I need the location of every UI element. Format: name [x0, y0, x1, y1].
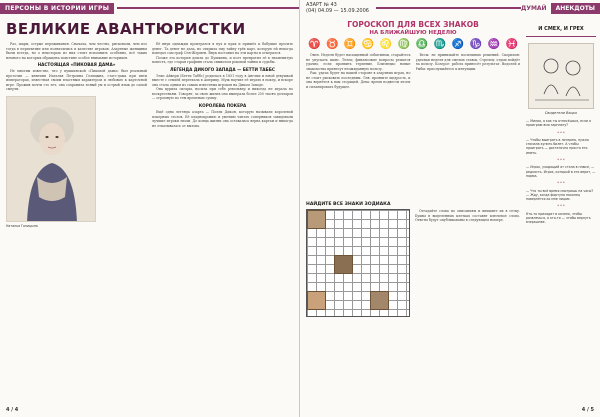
issue-date: (04) 04.09 — 15.09.2006: [306, 8, 369, 14]
article-text-5: Она курила сигары, носила при себе револьвер и никогда не играла по воскресеньям. Говорят, за свою жизнь она выиграла более 250 тысяч долларов — огромную по тем временам сумму.: [152, 87, 293, 101]
zodiac-leo-icon: ♌: [379, 39, 393, 50]
zodiac-taurus-icon: ♉: [325, 39, 339, 50]
right-page-number: 4 / 5: [581, 407, 594, 413]
scanword-photo: [307, 291, 326, 310]
joke-separator: * * *: [557, 130, 565, 135]
scanword-photo: [370, 291, 389, 310]
left-header: [0, 0, 299, 16]
scanword-block: [306, 209, 520, 317]
cartoon-caption: Свидетели Вацко: [544, 111, 578, 115]
zodiac-libra-icon: ♎: [415, 39, 429, 50]
joke-item: Кто-то приходит в казино, чтобы развлечься, а кто-то — чтобы вернуть вчерашнее.: [526, 211, 591, 225]
zodiac-pisces-icon: ♓: [505, 39, 518, 50]
header-rule: [117, 7, 299, 9]
joke-item: — Игрок, уходящий от стола в плюсе, — редкость. Игрок, который в это верит, — норма.: [526, 165, 596, 178]
article-title: ВЕЛИКИЕ АВАНТЮРИСТКИ: [6, 20, 246, 38]
scanword-text: [415, 209, 520, 317]
scanword-grid: [306, 209, 410, 317]
right-page: [300, 0, 600, 417]
zodiac-sagittarius-icon: ♐: [451, 39, 465, 50]
joke-separator: * * *: [557, 158, 565, 163]
joke-item: — Что ты всё время смотришь на часы? — Жду, когда фортуна наконец повернётся ко мне лицом.: [526, 188, 594, 202]
joke-separator: * * *: [557, 181, 565, 186]
horoscope-columns: [306, 53, 520, 198]
issue-meta: [306, 2, 369, 14]
anekdoty-tab: АНЕКДОТЫ: [551, 3, 600, 14]
joke-separator: * * *: [557, 204, 565, 209]
scanword-photos: [307, 210, 409, 316]
horoscope-area: [306, 20, 520, 403]
joke-item: — Милая, а как ты отнесёшься, если я проиграю всю зарплату?: [526, 119, 591, 128]
zodiac-aquarius-icon: ♒: [487, 39, 500, 50]
horoscope-text-3: Весы: не принимайте поспешных решений. Скорпион: удачная неделя для смелых ставок. Стрелец: отдых пойдёт на пользу. Козерог: работа принесёт результат. Водолей и Рыбы: прислушайтесь к интуиции.: [415, 53, 520, 71]
horoscope-column-2: [416, 53, 521, 198]
jokes-list: [526, 119, 596, 225]
zodiac-scorpio-icon: ♏: [433, 39, 447, 50]
horoscope-subtitle: НА БЛИЖАЙШУЮ НЕДЕЛЮ: [369, 30, 457, 36]
article-text-6: Ещё одна легенда азарта — Полли Дикон, которую называли королевой покерных столов. Её хладнокровию и умению читать соперников завидовали лучшие игроки эпохи. До конца жизни она оставалась верна картам и никогда не отказывалась от вызова.: [152, 110, 293, 128]
article-text-4: Элис Айвери (Бетти Таббс) родилась в 1851 году в Англии и юной девушкой вместе с семьёй переехала в Америку. Муж научил её играть в покер, и вскоре она стала одним из самых известных игроков на Диком Западе.: [152, 73, 293, 87]
zodiac-virgo-icon: ♍: [397, 39, 411, 50]
scanword-title: НАЙДИТЕ ВСЕ ЗНАКИ ЗОДИАКА: [306, 202, 391, 207]
zodiac-row: [308, 39, 518, 51]
zodiac-aries-icon: ♈: [308, 39, 321, 50]
zodiac-gemini-icon: ♊: [343, 39, 357, 50]
article-text-2: Её внук однажды проигрался в пух и прах и пришёл к бабушке просить денег. Та денег не дала, но открыла ему тайну трёх карт, которую ей некогда поведал сам граф Сен-Жермен. Внук поставил на эти карты и отыгрался.: [152, 42, 293, 56]
subheading-tabbs: ЛЕГЕНДА ДИКОГО ЗАПАДА — БЕТТИ ТАББС: [169, 66, 276, 72]
scanword-instructions: Отгадайте слова по описаниям и впишите их в сетку. Буквы в выделенных клетках составят ключевое слово. Ответы будут опубликованы в следующем номере.: [415, 209, 520, 223]
article-text-1: Не многим известно, что у пушкинской «Пиковой дамы» был реальный прототип — княгиня Наталья Петровна Голицына, статс-дама при пяти императорах, известная своим властным характером и любовью к карточной игре. Прожив почти сто лет, она сохранила ясный ум и острый язык до самой смерти.: [6, 69, 147, 92]
right-header: [300, 0, 600, 16]
horoscope-column-1: [306, 53, 411, 198]
portrait-caption: Наталья Голицына: [6, 223, 38, 228]
article-column-1: [6, 42, 147, 403]
scanword-photo: [307, 210, 326, 229]
scanword-photo: [334, 255, 353, 274]
article-column-2: [152, 42, 293, 403]
joke-item: — Чтобы выиграть в лотерею, нужно сначала купить билет. А чтобы проиграть — достаточно просто его иметь.: [526, 137, 589, 155]
section-name: ДУМАЙ: [520, 4, 547, 12]
header-rule-right: [376, 7, 521, 9]
subheading-koroleva: КОРОЛЕВА ПОКЕРА: [198, 103, 247, 109]
article-text-3: Позже эта история дошла до Пушкина, и поэт превратил её в знаменитую повесть, где старая графиня стала символом роковой тайны и судьбы.: [152, 55, 293, 65]
issue-number: АЗАРТ № 43: [306, 2, 337, 8]
horoscope-text-1: Овен. Неделя будет насыщенной событиями, старайтесь не упускать шанс. Телец: финансовые вопросы решатся удачно, если проявить терпение. Близнецы: новые знакомства принесут неожиданную пользу.: [306, 53, 411, 71]
horoscope-title: ГОРОСКОП ДЛЯ ВСЕХ ЗНАКОВ: [347, 20, 479, 29]
horoscope-text-2: Рак: удача будет на вашей стороне в азартных играх, но не стоит рисковать последним. Лев: проявите щедрость, и она вернётся к вам сторицей. Дева: время подвести итоги и спланировать будущее.: [306, 71, 411, 89]
portrait-image: [6, 96, 96, 222]
article-columns: [6, 42, 293, 403]
zodiac-capricorn-icon: ♑: [469, 39, 483, 50]
cartoon-image: [528, 43, 594, 109]
zodiac-cancer-icon: ♋: [361, 39, 375, 50]
article-intro: Раз, шарм, острые переживания. Сначала, чем честно, рисковали, чем кто тогда в перпективе или позначились в качестве игроков. Азартные женщины были всегда, но о некоторых из них стоит вспомнить особенно, всё таких немного на которых обращена поистине особое внимание историков.: [6, 42, 147, 60]
section-label: ПЕРСОНЫ В ИСТОРИИ ИГРЫ: [0, 3, 114, 14]
left-page-number: 4 / 4: [6, 407, 19, 413]
anekdoty-column: [526, 22, 596, 403]
subheading-pikovaya: НАСТОЯЩАЯ «ПИКОВАЯ ДАМА»: [37, 62, 116, 68]
anekdoty-heading: И СМЕХ, И ГРЕХ: [526, 22, 596, 37]
